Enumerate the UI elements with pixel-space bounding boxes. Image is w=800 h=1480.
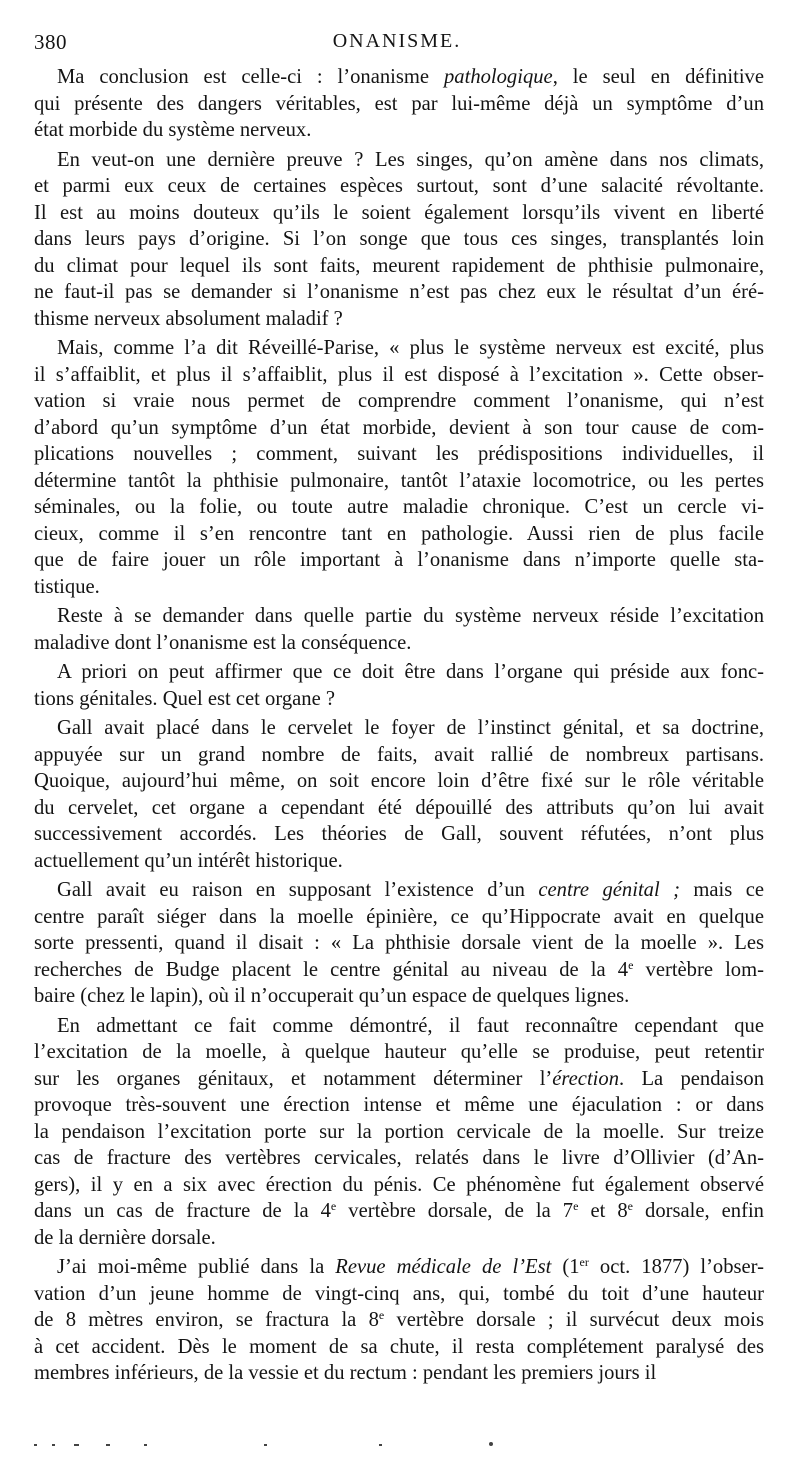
text-line: A priori on peut affirmer que ce doit être dans l’organe qui préside aux fonc- [57, 661, 764, 683]
body-text [34, 64, 764, 1387]
paragraph [34, 147, 764, 333]
paragraph [34, 1013, 764, 1252]
text-line: provoque très-souvent une érection intense et même une éjaculation : or dans [34, 1094, 764, 1116]
text-line: sur les organes génitaux, et notamment déterminer l’érection. La pendaison [34, 1067, 764, 1090]
paragraph [34, 603, 764, 656]
text-line: à cet accident. Dès le moment de sa chute, il resta complétement paralysé des [34, 1335, 764, 1358]
text-line: la pendaison l’excitation porte sur la portion cervicale de la moelle. Sur treize [34, 1120, 764, 1143]
text-line: de la dernière dorsale. [34, 1226, 216, 1249]
text-line: cas de fracture des vertèbres cervicales, relatés dans le livre d’Ollivier (d’An- [34, 1147, 764, 1169]
text-line: plications nouvelles ; comment, suivant les prédispositions individuelles, il [34, 443, 764, 465]
text-line: gers), il y en a six avec érection du pénis. Ce phénomène fut également observé [34, 1173, 764, 1196]
text-line: Quoique, aujourd’hui même, on soit encore loin d’être fixé sur le rôle véritable [34, 770, 764, 792]
text-line: En admettant ce fait comme démontré, il faut reconnaître cependant que [57, 1014, 764, 1037]
text-line: successivement accordés. Les théories de Gall, souvent réfutées, n’ont plus [34, 823, 764, 845]
text-line: détermine tantôt la phthisie pulmonaire, tantôt l’ataxie locomotrice, ou les pertes [34, 469, 764, 492]
text-line: état morbide du système nerveux. [34, 119, 312, 141]
text-line: de 8 mètres environ, se fractura la 8e vertèbre dorsale ; il survécut deux mois [34, 1308, 764, 1331]
text-line: vation si vraie nous permet de comprendre comment l’onanisme, qui n’est [34, 390, 764, 412]
paragraph [34, 1254, 764, 1387]
text-line: séminales, ou la folie, ou toute autre maladie chronique. C’est un cercle vi- [34, 496, 764, 518]
running-title: ONANISME. [332, 30, 462, 52]
text-line: du climat pour lequel ils sont faits, meurent rapidement de phthisie pulmonaire, [34, 254, 764, 277]
text-line: J’ai moi-même publié dans la Revue médicale de l’Est (1er oct. 1877) l’obser- [57, 1255, 764, 1278]
text-line: l’excitation de la moelle, à quelque hauteur qu’elle se produise, peut retentir [34, 1041, 764, 1063]
paragraph [34, 335, 764, 600]
text-line: Gall avait eu raison en supposant l’existence d’un centre génital ; mais ce [57, 879, 764, 901]
text-line: tistique. [34, 575, 100, 598]
text-line: du cervelet, cet organe a cependant été dépouillé des attributs qu’on lui avait [34, 796, 764, 819]
text-line: sorte pressenti, quand il disait : « La phthisie dorsale vient de la moelle ». Les [34, 932, 764, 954]
text-line: baire (chez le lapin), où il n’occuperait qu’un espace de quelques lignes. [34, 985, 630, 1007]
text-line: membres inférieurs, de la vessie et du rectum : pendant les premiers jours il [34, 1362, 657, 1384]
text-line: Il est au moins douteux qu’ils le soient également lorsqu’ils vivent en liberté [34, 201, 764, 224]
text-line: thisme nerveux absolument maladif ? [34, 307, 343, 330]
paragraph [34, 659, 764, 712]
text-line: ne faut-il pas se demander si l’onanisme n’est pas chez eux le résultat d’un éré- [34, 281, 764, 303]
text-line: que de faire jouer un rôle important à l’onanisme dans n’importe quelle sta- [34, 549, 764, 571]
text-line: Gall avait placé dans le cervelet le foyer de l’instinct génital, et sa doctrine, [57, 717, 764, 739]
text-line: dans leurs pays d’origine. Si l’on songe que tous ces singes, transplantés loin [34, 228, 764, 250]
text-line: Reste à se demander dans quelle partie du système nerveux réside l’excitation [57, 605, 764, 627]
print-specks [34, 1440, 494, 1450]
text-line: tions génitales. Quel est cet organe ? [34, 687, 335, 710]
text-line: actuellement qu’un intérêt historique. [34, 849, 343, 872]
text-line: il s’affaiblit, et plus il s’affaiblit, plus il est disposé à l’excitation ». Cette obser- [34, 363, 764, 386]
text-line: Ma conclusion est celle-ci : l’onanisme pathologique, le seul en définitive [57, 66, 764, 88]
page-number: 380 [34, 30, 67, 54]
text-line: et parmi eux ceux de certaines espèces surtout, sont d’une salacité révoltante. [34, 175, 764, 197]
text-line: appuyée sur un grand nombre de faits, avait rallié de nombreux partisans. [34, 743, 764, 766]
text-line: vation d’un jeune homme de vingt-cinq ans, qui, tombé du toit d’une hauteur [34, 1282, 764, 1305]
text-line: centre paraît siéger dans la moelle épinière, ce qu’Hippocrate avait en quelque [34, 905, 764, 928]
text-line: En veut-on une dernière preuve ? Les singes, qu’on amène dans nos climats, [57, 148, 764, 171]
text-line: d’abord qu’un symptôme d’un état morbide, devient à son tour cause de com- [34, 416, 764, 439]
text-line: cieux, comme il s’en rencontre tant en pathologie. Aussi rien de plus facile [34, 522, 764, 545]
page-header [34, 30, 760, 56]
paragraph [34, 877, 764, 1010]
text-line: qui présente des dangers véritables, est par lui-même déjà un symptôme d’un [34, 92, 764, 115]
text-line: dans un cas de fracture de la 4e vertèbre dorsale, de la 7e et 8e dorsale, enfin [34, 1199, 764, 1222]
text-line: maladive dont l’onanisme est la conséquence. [34, 631, 412, 654]
text-line: Mais, comme l’a dit Réveillé-Parise, « plus le système nerveux est excité, plus [57, 337, 764, 359]
paragraph [34, 64, 764, 144]
text-line: recherches de Budge placent le centre génital au niveau de la 4e vertèbre lom- [34, 957, 764, 981]
paragraph [34, 715, 764, 874]
